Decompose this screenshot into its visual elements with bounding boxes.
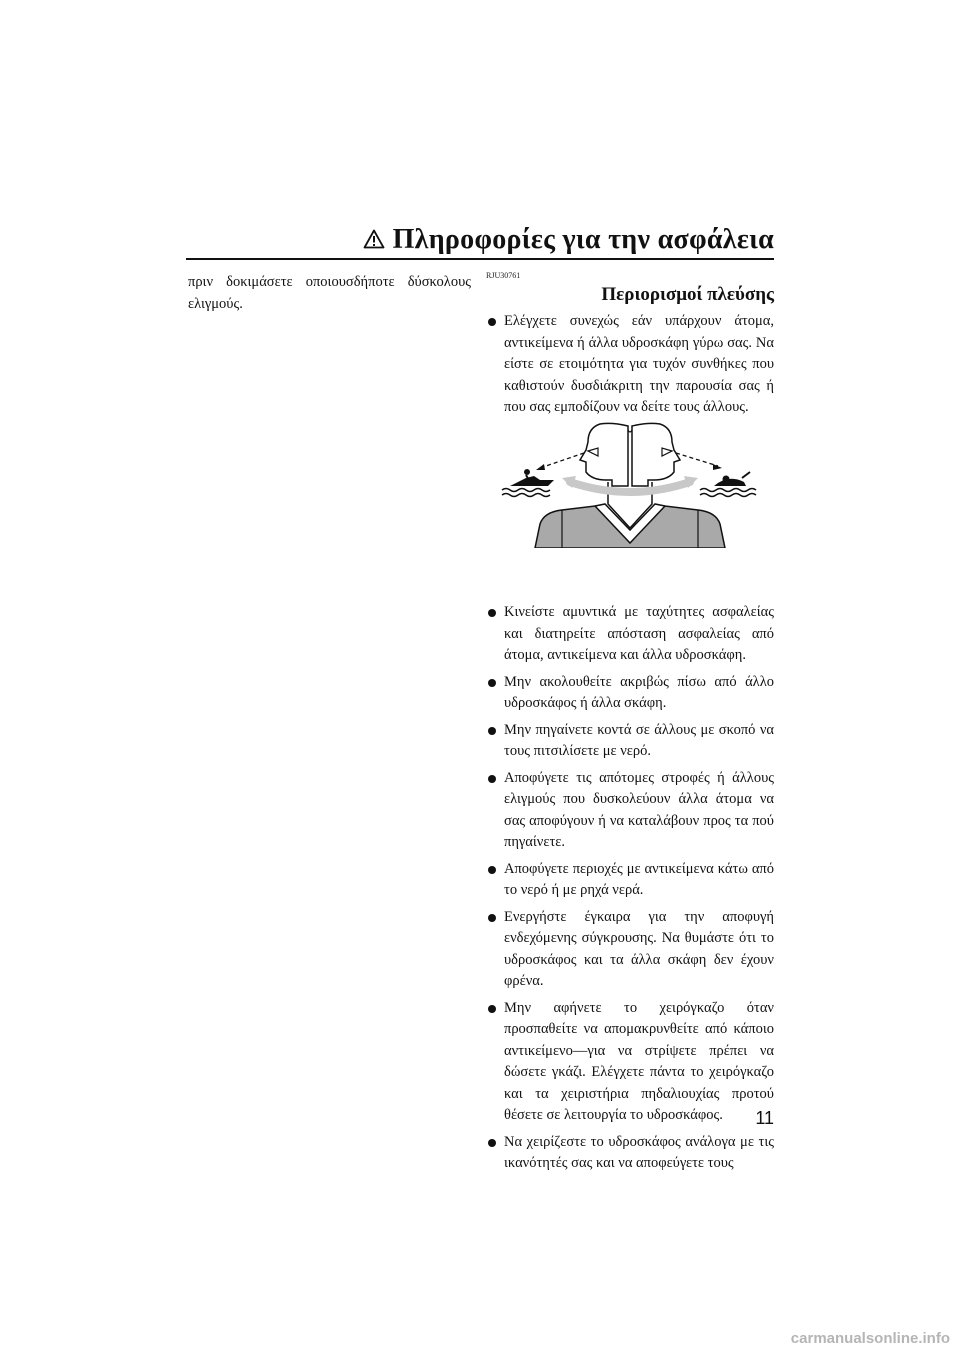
- list-item: Αποφύγετε περιοχές με αντικείμενα κάτω από το νερό ή με ρηχά νερά.: [486, 859, 774, 902]
- bullet-list-top: [486, 311, 774, 419]
- left-column-text: πριν δοκιμάσετε οποιουσδήποτε δύσκολους ελιγμούς.: [188, 274, 471, 312]
- header-title: [363, 224, 774, 258]
- list-item: Ενεργήστε έγκαιρα για την αποφυγή ενδεχόμενης σύγκρουσης. Να θυμάστε ότι το υδροσκάφος και τα άλλα σκάφη δεν έχουν φρένα.: [486, 907, 774, 993]
- header-title-text: Πληροφορίες για την ασφάλεια: [392, 224, 774, 255]
- lookout-illustration: [500, 420, 770, 548]
- section-code: RJU30761: [486, 271, 521, 280]
- list-item: Μην πηγαίνετε κοντά σε άλλους με σκοπό να τους πιτσιλίσετε με νερό.: [486, 720, 774, 763]
- page-header: [186, 224, 774, 260]
- list-item: Μην αφήνετε το χειρόγκαζο όταν προσπαθείτε να απομακρυνθείτε από κάποιο αντικείμενο—για να στρίψετε πρέπει να δώσετε γκάζι. Ελέγχετε πάντα το χειρόγκαζο και τα χειριστήρια πηδαλιουχίας προτού θέσετε σε λειτουργία το υδροσκάφος.: [486, 998, 774, 1127]
- list-item: Ελέγχετε συνεχώς εάν υπάρχουν άτομα, αντικείμενα ή άλλα υδροσκάφη γύρω σας. Να είστε σε ετοιμότητα για τυχόν συνθήκες που καθιστούν δυσδιάκριτη την παρουσία σας ή που σας εμποδίζουν να δείτε τους άλλους.: [486, 311, 774, 419]
- section-restrictions: [486, 271, 774, 424]
- watermark: carmanualsonline.info: [790, 1330, 950, 1347]
- list-item: Κινείστε αμυντικά με ταχύτητες ασφαλείας και διατηρείτε απόσταση ασφαλείας από άτομα, αντικείμενα και άλλα υδροσκάφη.: [486, 602, 774, 667]
- section-title: Περιορισμοί πλεύσης: [601, 284, 774, 305]
- bullet-list: [486, 602, 774, 1180]
- list-item: Να χειρίζεστε το υδροσκάφος ανάλογα με τις ικανότητές σας και να αποφεύγετε τους: [486, 1132, 774, 1175]
- list-item: Αποφύγετε τις απότομες στροφές ή άλλους ελιγμούς που δυσκολεύουν άλλα άτομα να σας αποφύγουν ή να καταλάβουν προς τα πού πηγαίνετε.: [486, 768, 774, 854]
- warning-triangle-icon: [363, 229, 385, 249]
- list-item: Μην ακολουθείτε ακριβώς πίσω από άλλο υδροσκάφος ή άλλα σκάφη.: [486, 672, 774, 715]
- page-number: 11: [755, 1108, 774, 1128]
